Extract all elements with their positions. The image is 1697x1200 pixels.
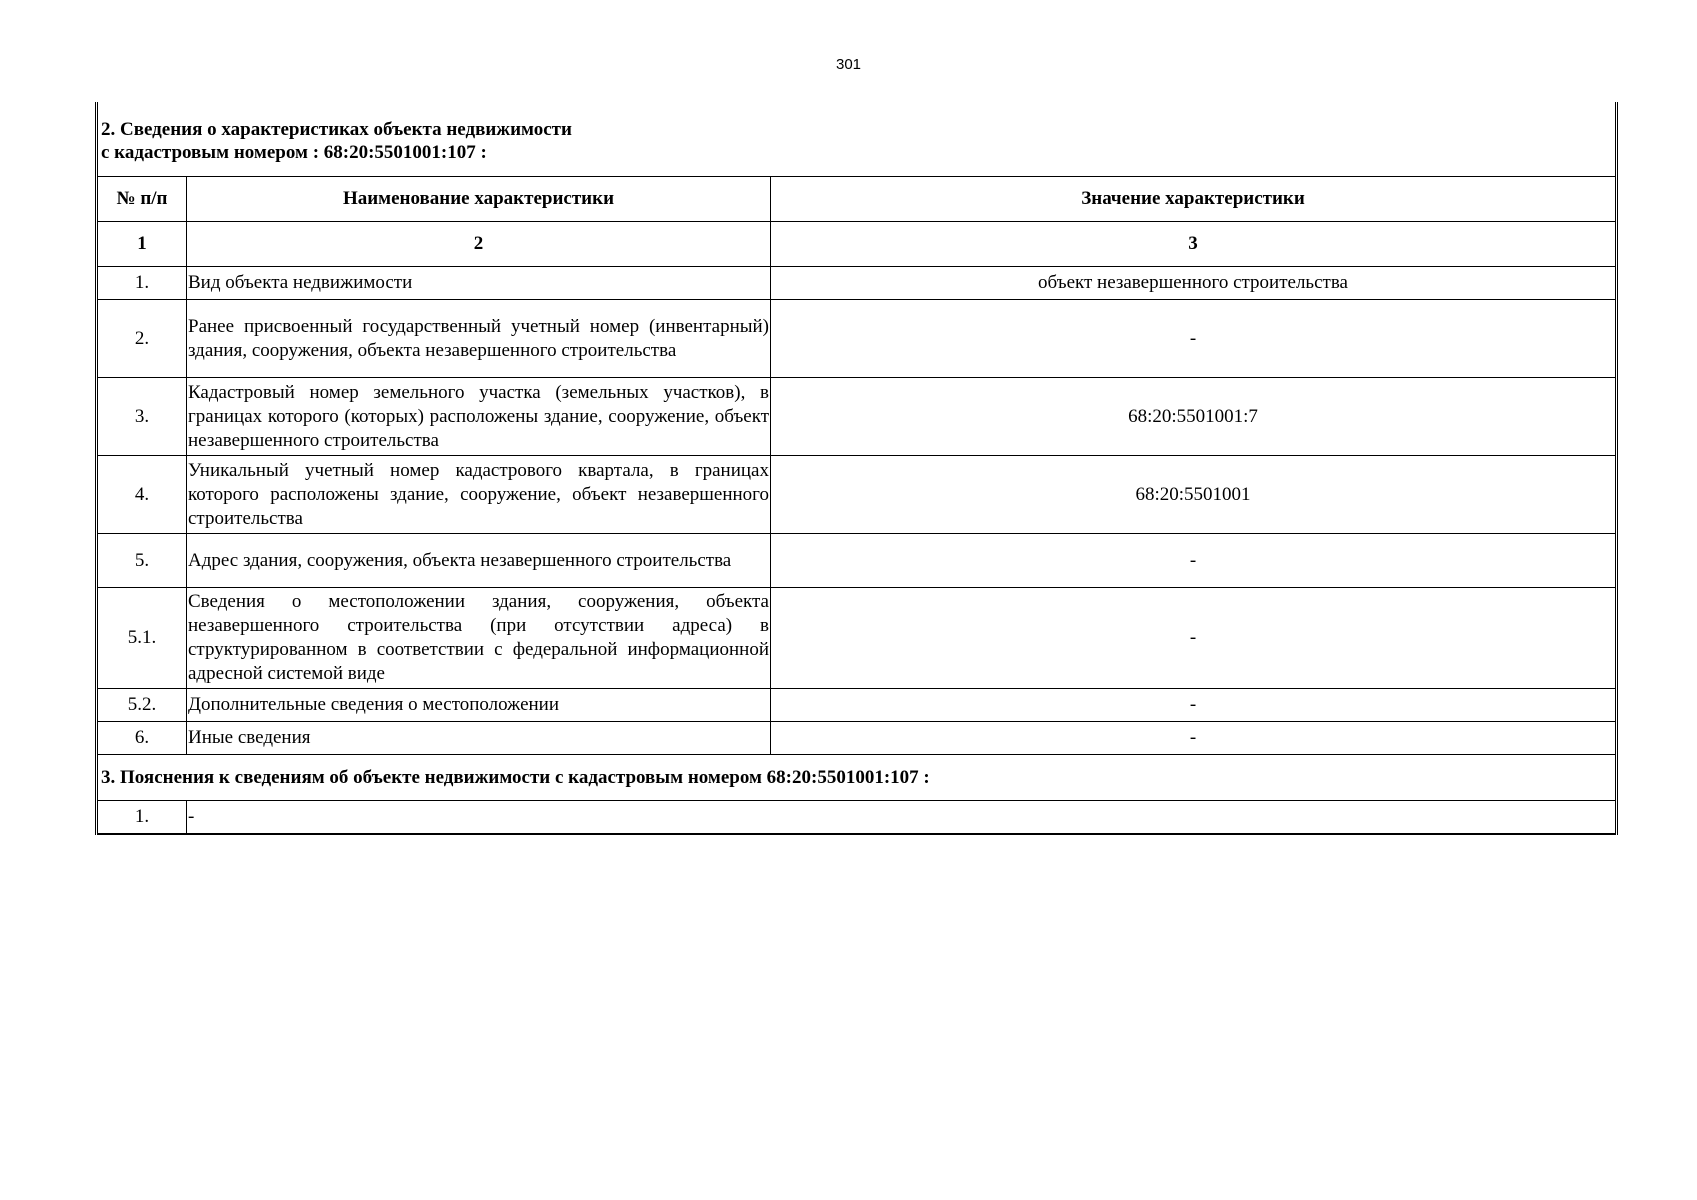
row-name: Дополнительные сведения о местоположении (187, 689, 771, 722)
section-3-title-row (97, 755, 1617, 801)
header-name: Наименование характеристики (187, 177, 771, 222)
row-name: Ранее присвоенный государственный учетный номер (инвентарный) здания, сооружения, объекта незавершенного строительства (187, 300, 771, 378)
table-row (97, 534, 1617, 588)
page-number: 301 (835, 56, 862, 73)
table-row (97, 588, 1617, 689)
section-2-title-line-2: с кадастровым номером : 68:20:5501001:107 : (101, 142, 487, 163)
column-number-3: 3 (771, 222, 1617, 267)
document-body (95, 102, 1615, 835)
header-number: № п/п (97, 177, 187, 222)
row-number: 1. (97, 801, 187, 834)
row-number: 6. (97, 722, 187, 755)
row-value: - (771, 300, 1617, 378)
column-number-2: 2 (187, 222, 771, 267)
characteristics-table (95, 102, 1618, 835)
row-text: - (187, 801, 1617, 834)
row-number: 2. (97, 300, 187, 378)
row-number: 5.1. (97, 588, 187, 689)
table-row (97, 456, 1617, 534)
row-number: 1. (97, 267, 187, 300)
row-name: Сведения о местоположении здания, сооружения, объекта незавершенного строительства (при отсутствии адреса) в структурированном в соответствии с федеральной информационной адресной системой виде (187, 588, 771, 689)
header-value: Значение характеристики (771, 177, 1617, 222)
table-row (97, 300, 1617, 378)
row-number: 5. (97, 534, 187, 588)
table-row (97, 267, 1617, 300)
table-row (97, 722, 1617, 755)
row-value: объект незавершенного строительства (771, 267, 1617, 300)
row-number: 5.2. (97, 689, 187, 722)
section-2-title (97, 102, 1617, 177)
section-2-title-line-1: 2. Сведения о характеристиках объекта недвижимости (101, 119, 572, 140)
column-number-row (97, 222, 1617, 267)
row-number: 4. (97, 456, 187, 534)
row-name: Адрес здания, сооружения, объекта незавершенного строительства (187, 534, 771, 588)
row-value: - (771, 722, 1617, 755)
table-row (97, 378, 1617, 456)
row-value: 68:20:5501001 (771, 456, 1617, 534)
table-row (97, 801, 1617, 834)
row-value: - (771, 689, 1617, 722)
row-name: Вид объекта недвижимости (187, 267, 771, 300)
row-name: Кадастровый номер земельного участка (земельных участков), в границах которого (которых) расположены здание, сооружение, объект незавершенного строительства (187, 378, 771, 456)
table-row (97, 689, 1617, 722)
section-3-title: 3. Пояснения к сведениям об объекте недвижимости с кадастровым номером 68:20:5501001:107 : (97, 755, 1617, 801)
row-name: Иные сведения (187, 722, 771, 755)
row-value: - (771, 588, 1617, 689)
column-number-1: 1 (97, 222, 187, 267)
row-value: 68:20:5501001:7 (771, 378, 1617, 456)
header-row (97, 177, 1617, 222)
row-name: Уникальный учетный номер кадастрового квартала, в границах которого расположены здание, сооружение, объект незавершенного строительства (187, 456, 771, 534)
row-number: 3. (97, 378, 187, 456)
row-value: - (771, 534, 1617, 588)
